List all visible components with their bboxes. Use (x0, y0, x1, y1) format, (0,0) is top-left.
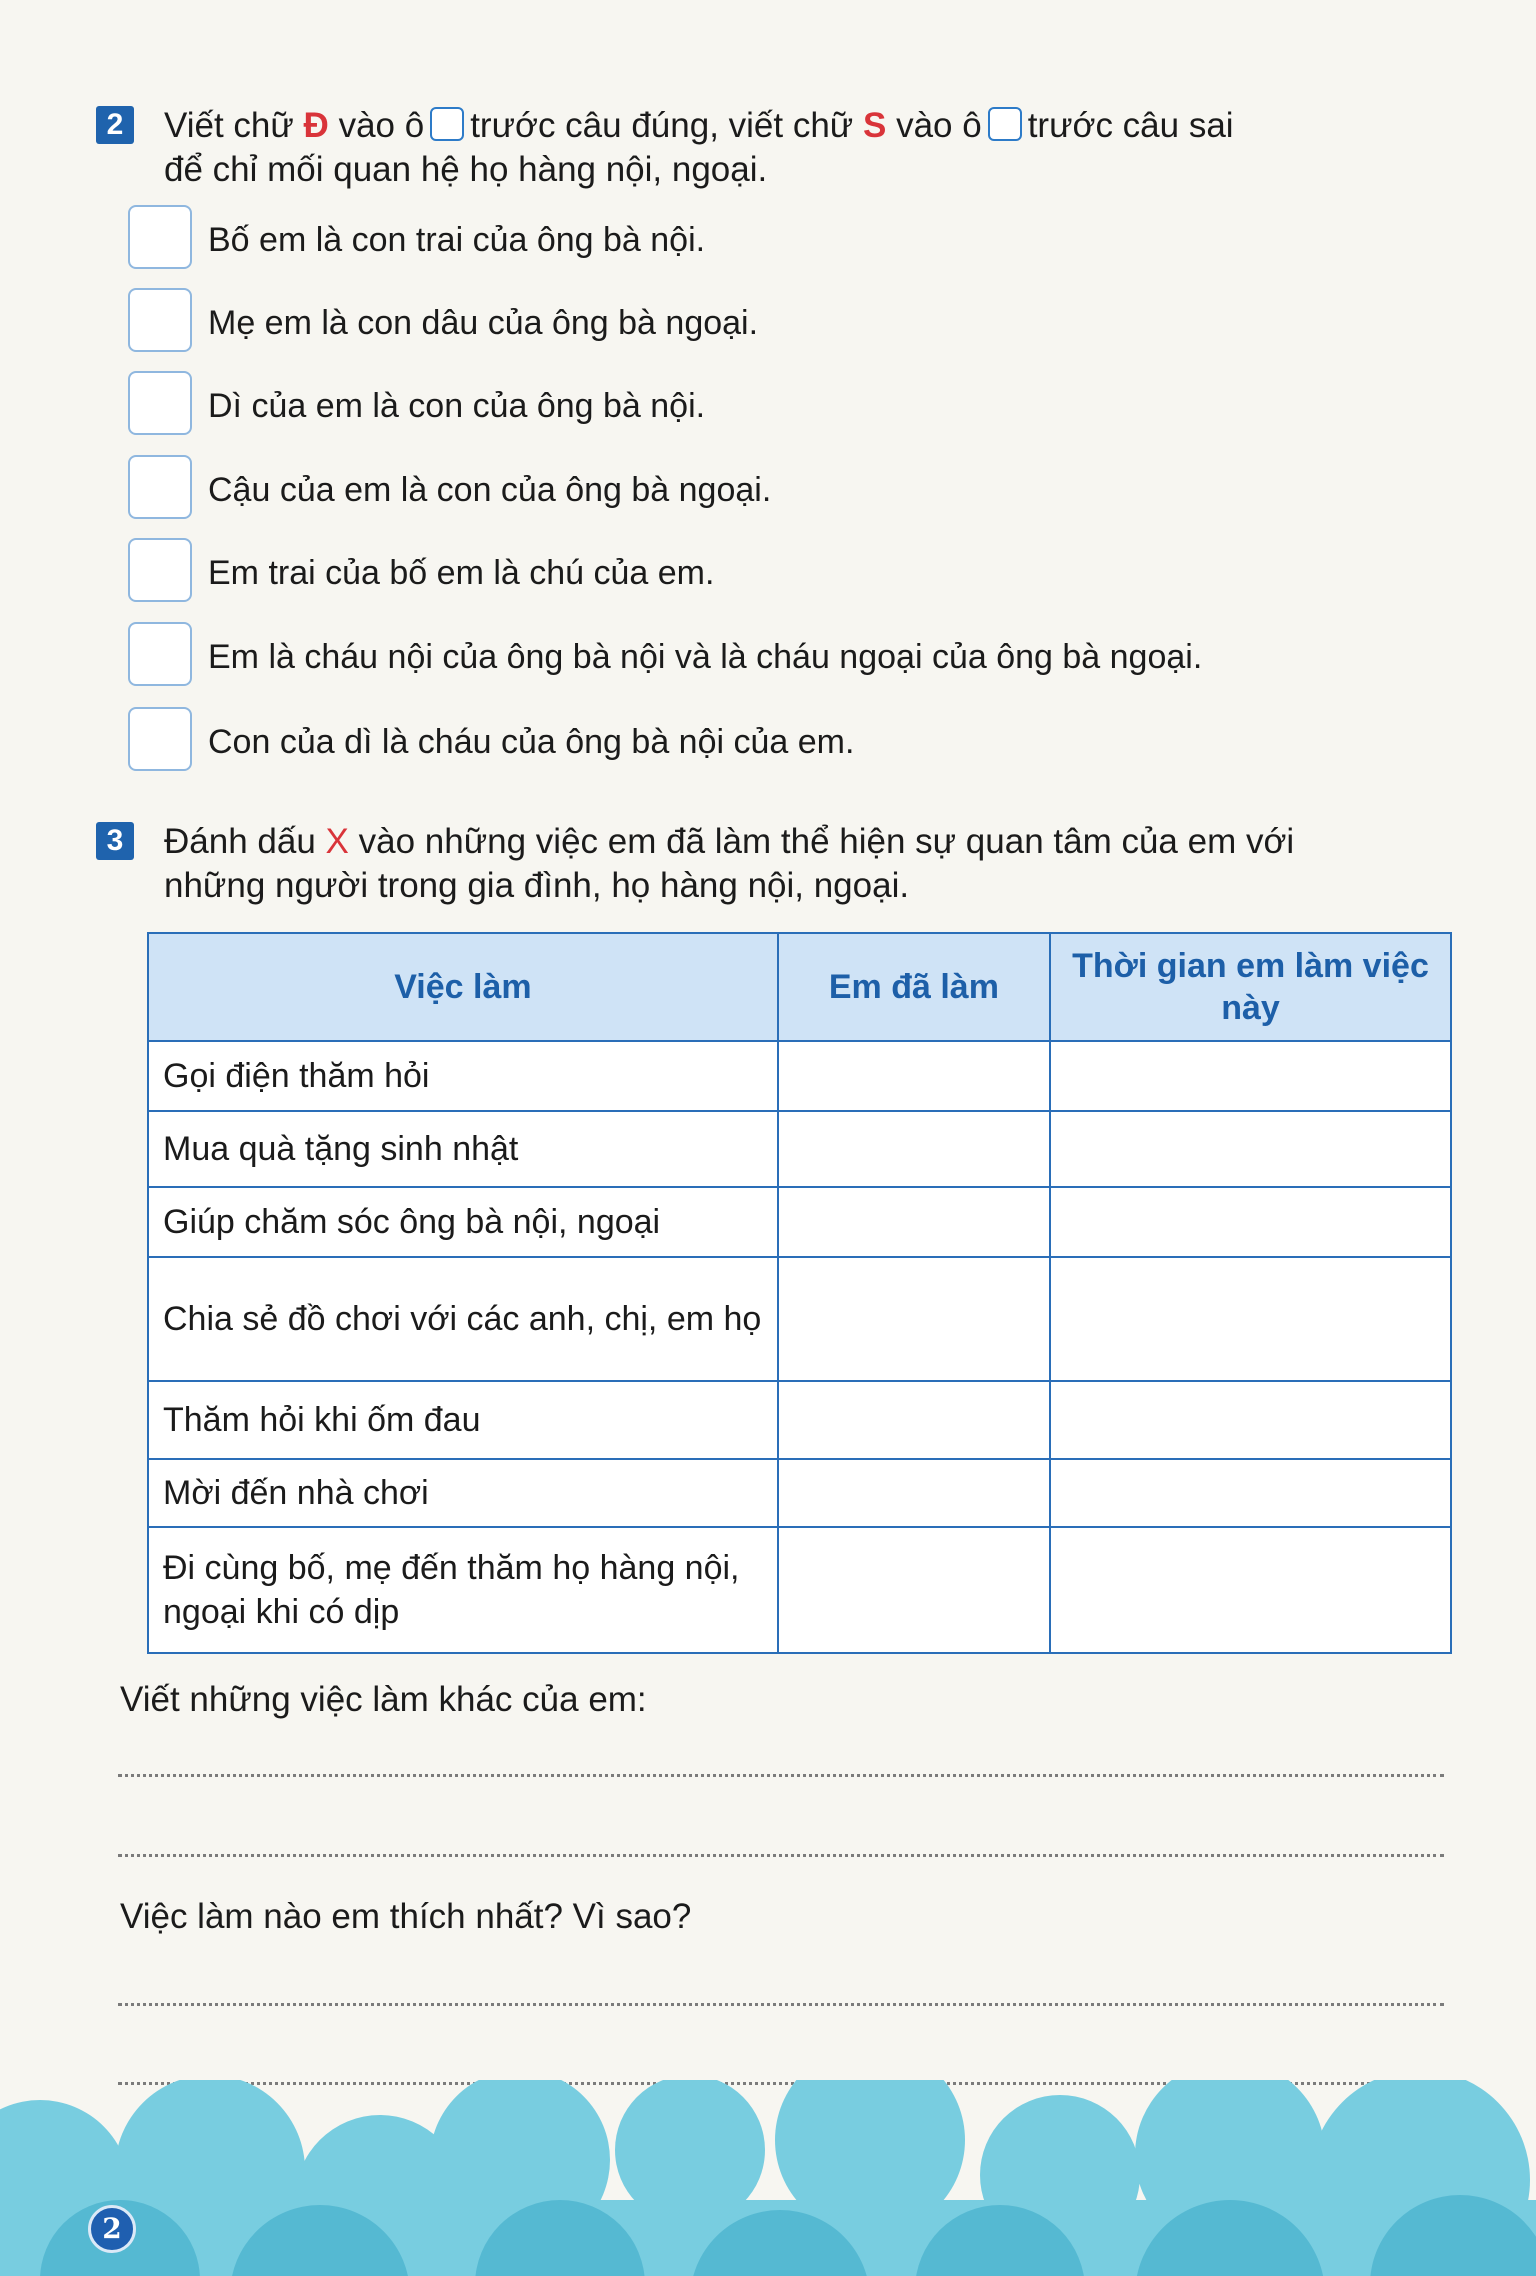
answer-line-1[interactable] (118, 1774, 1444, 1777)
table-row (148, 1527, 1451, 1653)
section-2-line-2: để chỉ mối quan hệ họ hàng nội, ngoại. (164, 150, 768, 189)
table-row (148, 1187, 1451, 1257)
example-box-icon (988, 107, 1022, 141)
table-row (148, 1257, 1451, 1381)
answer-box[interactable] (128, 622, 192, 686)
header-viec-lam: Việc làm (148, 933, 778, 1041)
answer-box[interactable] (128, 371, 192, 435)
time-cell[interactable] (1050, 1381, 1451, 1459)
example-box-icon (430, 107, 464, 141)
done-cell[interactable] (778, 1111, 1050, 1187)
table-row (148, 1381, 1451, 1459)
time-cell[interactable] (1050, 1187, 1451, 1257)
activity-cell: Chia sẻ đồ chơi với các anh, chị, em họ (148, 1257, 778, 1381)
table-row (148, 1111, 1451, 1187)
letter-s: S (862, 106, 887, 145)
activity-cell: Đi cùng bố, mẹ đến thăm họ hàng nội, ngoại khi có dịp (148, 1527, 778, 1653)
done-cell[interactable] (778, 1041, 1050, 1111)
table-row (148, 1041, 1451, 1111)
table-header-row (148, 933, 1451, 1041)
done-cell[interactable] (778, 1459, 1050, 1527)
care-activities-table (147, 932, 1452, 1654)
answer-box[interactable] (128, 538, 192, 602)
time-cell[interactable] (1050, 1459, 1451, 1527)
activity-cell: Gọi điện thăm hỏi (148, 1041, 778, 1111)
section-3-number-badge: 3 (96, 822, 134, 860)
done-cell[interactable] (778, 1527, 1050, 1653)
activity-cell: Mời đến nhà chơi (148, 1459, 778, 1527)
answer-line-3[interactable] (118, 2003, 1444, 2006)
time-cell[interactable] (1050, 1257, 1451, 1381)
answer-line-2[interactable] (118, 1854, 1444, 1857)
done-cell[interactable] (778, 1187, 1050, 1257)
activity-cell: Mua quà tặng sinh nhật (148, 1111, 778, 1187)
section-3-line-1: Đánh dấu X vào những việc em đã làm thể hiện sự quan tâm của em với (164, 822, 1295, 861)
answer-box[interactable] (128, 288, 192, 352)
header-em-da-lam: Em đã làm (778, 933, 1050, 1041)
letter-d: Đ (303, 106, 329, 145)
done-cell[interactable] (778, 1381, 1050, 1459)
activity-cell: Thăm hỏi khi ốm đau (148, 1381, 778, 1459)
page-number-badge: 2 (88, 2205, 136, 2253)
answer-box[interactable] (128, 707, 192, 771)
table-row (148, 1459, 1451, 1527)
workbook-page: 2 Viết chữ Đ vào ô trước câu đúng, viết chữ S vào ô trước câu sai để chỉ mối quan hệ họ hàng nội, ngoại. Bố em là con trai của ông bà nội. Mẹ em là con dâu của ông bà ngoại. Dì của em là con của ông bà nội. Cậu của em là con của ông bà ngoại. Em trai của bố em là chú của em. Em là cháu nội của ông bà nội và là cháu ngoại của ông bà ngoại. Con của dì là cháu của ông bà nội của em. 3 Đánh dấu X vào những việc em đã làm thể hiện sự quan tâm của em với những người trong gia đình, họ hàng nội, ngoại. Việc làm Em đã làm Thời gian em làm việc này Gọi điện thăm hỏi Mua quà tặng sinh nhật Giúp chăm sóc ông bà nội, ngoại Chia sẻ đồ chơi với các anh, chị, em họ Thăm hỏi khi ốm đau Mời đến nhà chơi Đi cùng bố, mẹ đến thăm họ hàng nội, ngoại khi có dịp Viết những việc làm khác của em: Việc làm nào em thích nhất? Vì sao? 2 (0, 0, 1536, 2276)
header-thoi-gian: Thời gian em làm việc này (1050, 933, 1451, 1041)
answer-box[interactable] (128, 455, 192, 519)
prompt-favorite-activity: Việc làm nào em thích nhất? Vì sao? (120, 1897, 692, 1936)
activity-cell: Giúp chăm sóc ông bà nội, ngoại (148, 1187, 778, 1257)
time-cell[interactable] (1050, 1527, 1451, 1653)
section-2-number-badge: 2 (96, 106, 134, 144)
cloud-footer-decoration (0, 2080, 1536, 2276)
time-cell[interactable] (1050, 1041, 1451, 1111)
x-mark: X (325, 822, 349, 861)
section-3-line-2: những người trong gia đình, họ hàng nội, ngoại. (164, 866, 910, 905)
prompt-other-activities: Viết những việc làm khác của em: (120, 1680, 647, 1719)
section-2-line-1: Viết chữ Đ vào ô trước câu đúng, viết chữ S vào ô trước câu sai (164, 106, 1234, 145)
done-cell[interactable] (778, 1257, 1050, 1381)
answer-box[interactable] (128, 205, 192, 269)
time-cell[interactable] (1050, 1111, 1451, 1187)
